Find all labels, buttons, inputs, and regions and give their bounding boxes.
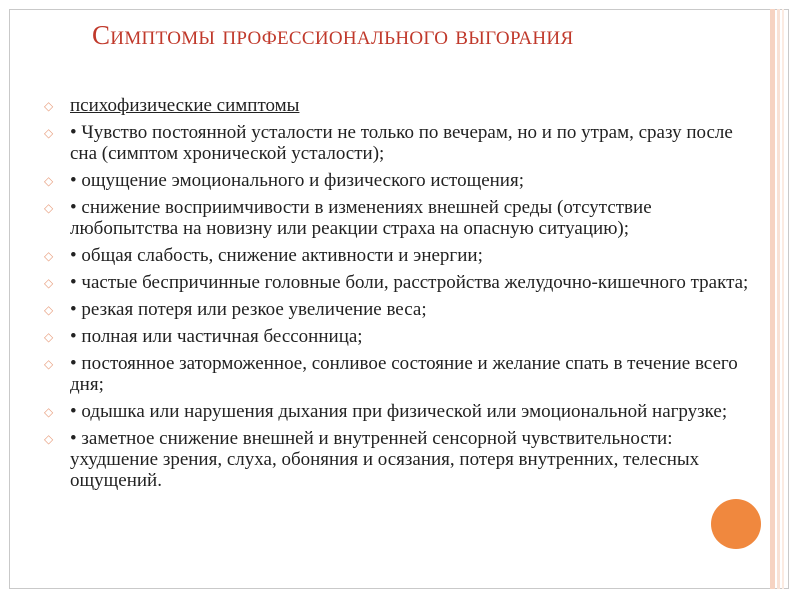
list-item — [44, 401, 756, 422]
list-item-text: • общая слабость, снижение активности и энергии; — [70, 245, 483, 266]
diamond-bullet-icon: ◇ — [44, 126, 54, 140]
diamond-bullet-icon: ◇ — [44, 405, 54, 419]
decorative-circle — [711, 499, 761, 549]
decorative-stripe — [777, 9, 780, 589]
diamond-bullet-icon: ◇ — [44, 432, 54, 446]
slide-title: Симптомы профессионального выгорания — [92, 20, 574, 50]
list-item-text: • снижение восприимчивости в изменениях внешней среды (отсутствие любопытства на новизну или реакции страха на опасную ситуацию); — [70, 197, 652, 239]
list-item — [44, 272, 756, 293]
list-item — [44, 299, 756, 320]
diamond-bullet-icon: ◇ — [44, 357, 54, 371]
list-item-text: • ощущение эмоционального и физического истощения; — [70, 170, 524, 191]
list-item — [44, 245, 756, 266]
diamond-bullet-icon: ◇ — [44, 99, 54, 113]
list-item — [44, 428, 756, 491]
list-item-text: психофизические симптомы — [70, 95, 300, 116]
symptom-list — [44, 95, 756, 497]
decorative-stripe — [770, 9, 775, 589]
list-item — [44, 122, 756, 164]
list-item — [44, 197, 756, 239]
list-item-text: • постоянное заторможенное, сонливое состояние и желание спать в течение всего дня; — [70, 353, 738, 395]
diamond-bullet-icon: ◇ — [44, 174, 54, 188]
diamond-bullet-icon: ◇ — [44, 276, 54, 290]
diamond-bullet-icon: ◇ — [44, 249, 54, 263]
diamond-bullet-icon: ◇ — [44, 330, 54, 344]
list-item-text: • частые беспричинные головные боли, расстройства желудочно-кишечного тракта; — [70, 272, 749, 293]
list-item-text: • Чувство постоянной усталости не только по вечерам, но и по утрам, сразу после сна (симптом хронической усталости); — [70, 122, 733, 164]
diamond-bullet-icon: ◇ — [44, 303, 54, 317]
list-item-text: • полная или частичная бессонница; — [70, 326, 363, 347]
list-item-text: • одышка или нарушения дыхания при физической или эмоциональной нагрузке; — [70, 401, 728, 422]
list-item — [44, 170, 756, 191]
diamond-bullet-icon: ◇ — [44, 201, 54, 215]
decorative-stripe — [782, 9, 784, 589]
list-item — [44, 353, 756, 395]
list-heading — [44, 95, 756, 116]
list-item-text: • резкая потеря или резкое увеличение веса; — [70, 299, 427, 320]
list-item-text: • заметное снижение внешней и внутренней сенсорной чувствительности: ухудшение зрения, слуха, обоняния и осязания, потеря внутренних, телесных ощущений. — [70, 428, 700, 491]
list-item — [44, 326, 756, 347]
